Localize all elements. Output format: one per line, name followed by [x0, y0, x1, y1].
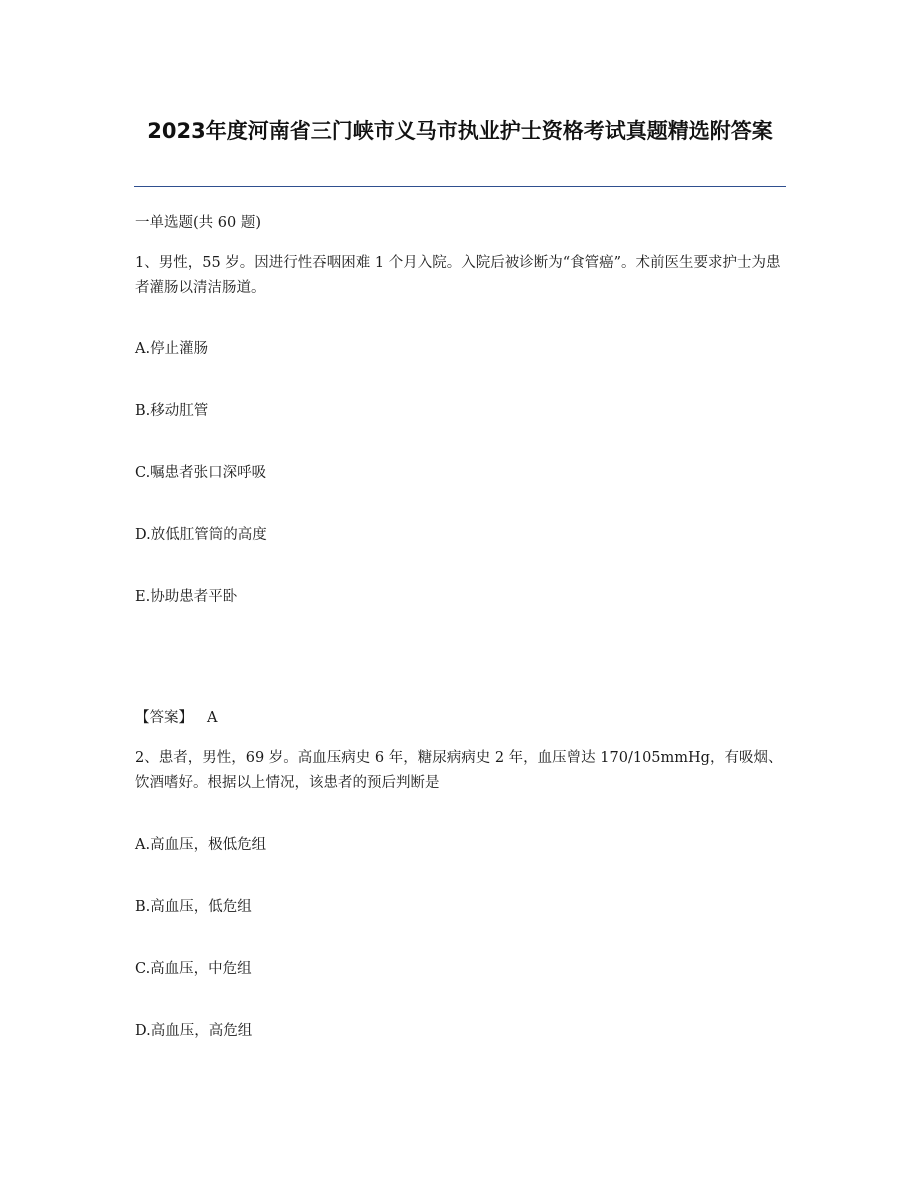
question-2-stem: 2、患者，男性，69 岁。高血压病史 6 年，糖尿病病史 2 年，血压曾达 170/105mmHg，有吸烟、饮酒嗜好。根据以上情况，该患者的预后判断是: [135, 750, 783, 791]
document-title: 2023年度河南省三门峡市义马市执业护士资格考试真题精选附答案: [147, 119, 773, 143]
question-1-stem: 1、男性，55 岁。因进行性吞咽困难 1 个月入院。入院后被诊断为“食管癌”。术前医生要求护士为患者灌肠以清洁肠道。: [135, 255, 781, 296]
question-1-option-d: D.放低肛管筒的高度: [135, 527, 267, 543]
question-2-option-c: C.高血压，中危组: [135, 961, 252, 977]
question-1-answer: [135, 706, 785, 731]
question-2-option-b: B.高血压，低危组: [135, 899, 252, 915]
question-1-option-e: E.协助患者平卧: [135, 589, 238, 605]
answer-label: 【答案】: [135, 710, 193, 726]
question-1-option-c: C.嘱患者张口深呼吸: [135, 465, 267, 481]
question-1-option-b: B.移动肛管: [135, 403, 209, 419]
section-label: 一单选题(共 60 题): [135, 215, 261, 231]
question-2-option-d: D.高血压，高危组: [135, 1023, 253, 1039]
answer-value: A: [207, 710, 218, 726]
question-1-option-a: A.停止灌肠: [135, 341, 209, 357]
title-underline: [134, 186, 786, 187]
question-2-option-a: A.高血压，极低危组: [135, 837, 267, 853]
